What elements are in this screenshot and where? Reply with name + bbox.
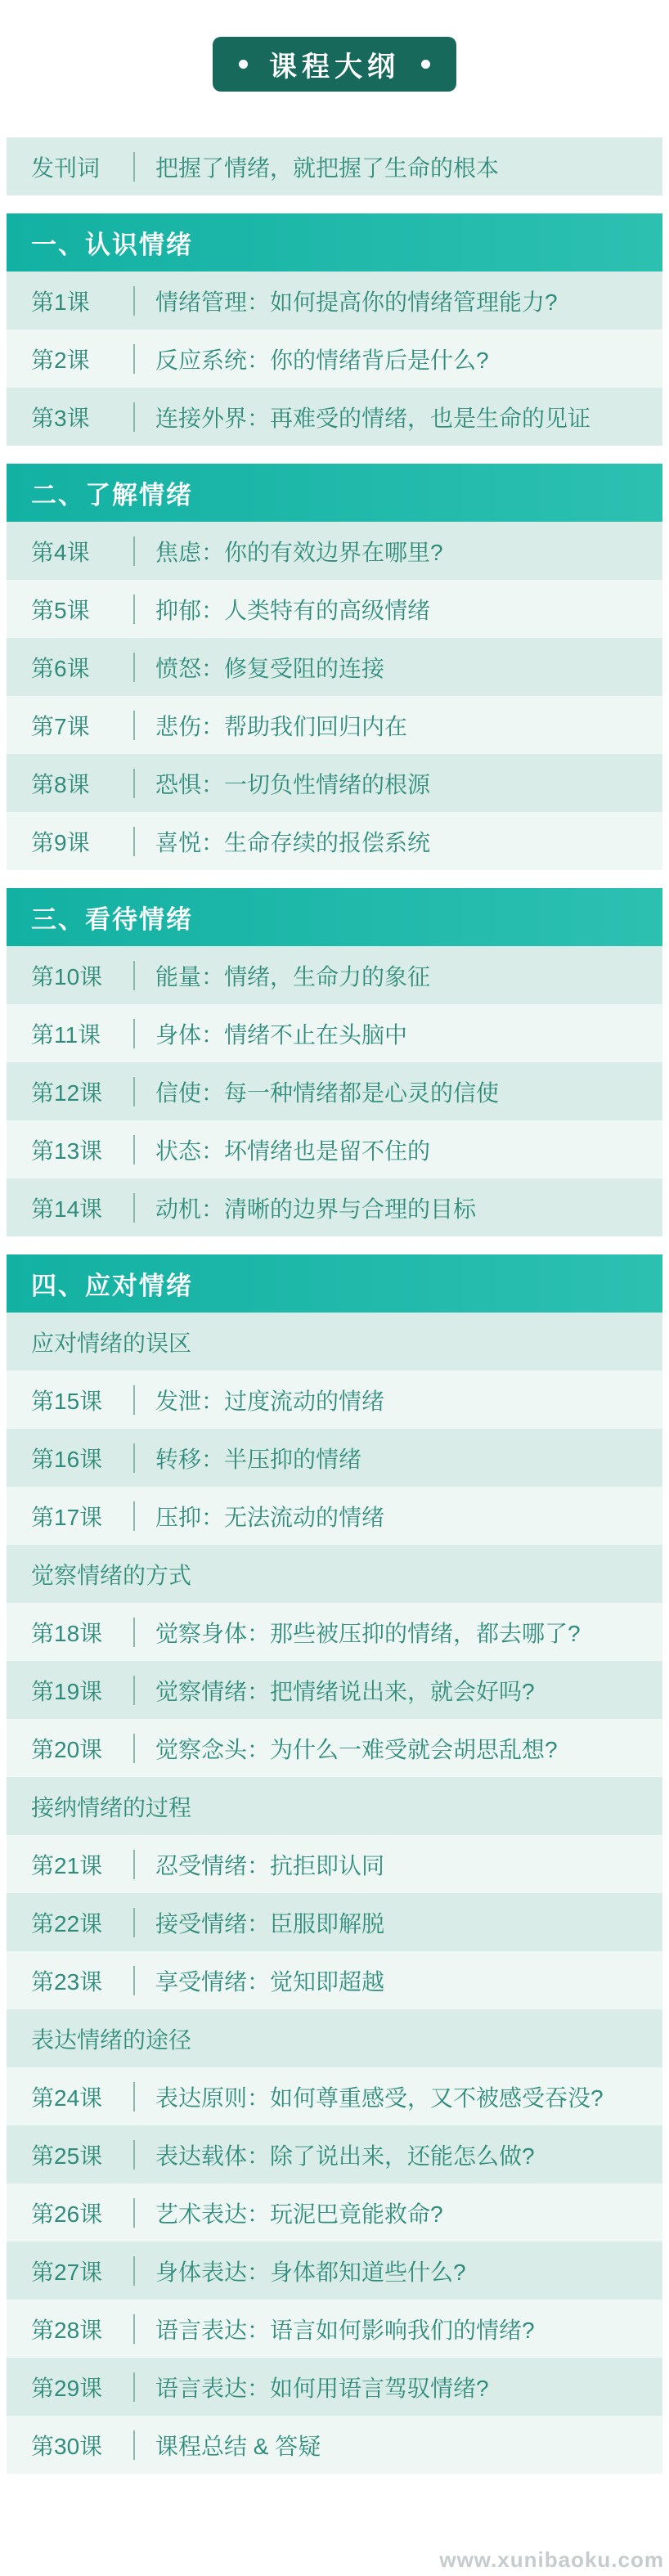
outline-title-badge	[213, 37, 456, 92]
lesson-number: 第22课	[31, 1910, 103, 1936]
section-title: 四、应对情绪	[31, 1272, 193, 1300]
lesson-title: 悲伤：帮助我们回归内在	[155, 713, 408, 739]
divider-line	[133, 2140, 135, 2170]
lesson-number: 第8课	[31, 771, 90, 797]
divider-line	[133, 595, 135, 624]
lesson-row	[7, 1661, 662, 1719]
lesson-title: 忍受情绪：抗拒即认同	[155, 1852, 385, 1878]
divider-line	[133, 536, 135, 566]
lesson-number: 第17课	[31, 1504, 103, 1530]
lesson-row	[7, 1371, 662, 1429]
divider-line	[133, 1077, 135, 1106]
lesson-title: 语言表达：如何用语言驾驭情绪?	[155, 2375, 489, 2401]
lesson-title: 语言表达：语言如何影响我们的情绪?	[155, 2317, 535, 2343]
lesson-title: 表达原则：如何尊重感受，又不被感受吞没?	[155, 2085, 604, 2111]
lesson-number: 第19课	[31, 1678, 103, 1704]
lesson-row	[7, 2125, 662, 2183]
lesson-title: 信使：每一种情绪都是心灵的信使	[155, 1079, 500, 1106]
lesson-number: 第21课	[31, 1852, 103, 1878]
divider-line	[133, 344, 135, 374]
lesson-row	[7, 1487, 662, 1545]
divider-line	[133, 2198, 135, 2228]
lesson-number: 第30课	[31, 2433, 103, 2459]
lesson-title: 状态：坏情绪也是留不住的	[155, 1138, 431, 1164]
lesson-number: 第6课	[31, 655, 90, 681]
lesson-title: 恐惧：一切负性情绪的根源	[155, 771, 431, 797]
divider-line	[133, 402, 135, 432]
lesson-row	[7, 1951, 662, 2009]
lesson-title: 接受情绪：臣服即解脱	[155, 1910, 385, 1936]
section-header	[7, 464, 662, 522]
lesson-title: 表达载体：除了说出来，还能怎么做?	[155, 2143, 535, 2169]
lesson-number: 第2课	[31, 347, 90, 373]
lesson-number: 第9课	[31, 829, 90, 855]
divider-line	[133, 827, 135, 856]
lesson-row	[7, 1120, 662, 1178]
divider-line	[133, 1676, 135, 1705]
lesson-number: 第25课	[31, 2143, 103, 2169]
lesson-number: 第26课	[31, 2201, 103, 2227]
lesson-number: 第24课	[31, 2085, 103, 2111]
subsection-title: 应对情绪的误区	[31, 1330, 192, 1356]
lesson-number: 第12课	[31, 1079, 103, 1106]
watermark: www.xunibaoku.com	[439, 2547, 664, 2572]
lesson-row	[7, 272, 662, 330]
lesson-number: 第18课	[31, 1620, 103, 1646]
lesson-row	[7, 1603, 662, 1661]
lesson-title: 动机：清晰的边界与合理的目标	[155, 1196, 477, 1222]
lesson-number: 第16课	[31, 1446, 103, 1472]
divider-line	[133, 286, 135, 316]
lesson-title: 把握了情绪，就把握了生命的根本	[155, 155, 500, 181]
subsection-header	[7, 1777, 662, 1835]
divider-line	[133, 2314, 135, 2344]
divider-line	[133, 1019, 135, 1048]
lesson-row	[7, 2242, 662, 2300]
lesson-number: 第10课	[31, 963, 103, 990]
lesson-title: 身体表达：身体都知道些什么?	[155, 2259, 466, 2285]
lesson-number: 发刊词	[31, 155, 101, 181]
lesson-row	[7, 2358, 662, 2416]
lesson-title: 连接外界：再难受的情绪，也是生命的见证	[155, 405, 591, 431]
subsection-title: 接纳情绪的过程	[31, 1794, 192, 1820]
lesson-number: 第28课	[31, 2317, 103, 2343]
divider-line	[133, 1443, 135, 1473]
divider-line	[133, 2082, 135, 2112]
divider-line	[133, 1734, 135, 1763]
lesson-number: 第5课	[31, 597, 90, 623]
lesson-number: 第29课	[31, 2375, 103, 2401]
subsection-header	[7, 1545, 662, 1603]
section-title: 一、认识情绪	[31, 231, 193, 259]
lesson-number: 第27课	[31, 2259, 103, 2285]
lesson-title: 能量：情绪，生命力的象征	[155, 963, 431, 990]
lesson-title: 发泄：过度流动的情绪	[155, 1388, 385, 1414]
lesson-row	[7, 946, 662, 1004]
lesson-number: 第1课	[31, 289, 90, 315]
divider-line	[133, 1618, 135, 1647]
divider-line	[133, 961, 135, 990]
lesson-row	[7, 2300, 662, 2358]
lesson-row	[7, 580, 662, 638]
badge-right-dot-icon	[421, 60, 430, 69]
divider-line	[133, 2372, 135, 2402]
lesson-row	[7, 2183, 662, 2242]
lesson-number: 第15课	[31, 1388, 103, 1414]
divider-line	[133, 2430, 135, 2460]
divider-line	[133, 152, 135, 182]
lesson-row	[7, 2416, 662, 2474]
lesson-row	[7, 330, 662, 388]
lesson-row	[7, 137, 662, 195]
divider-line	[133, 1966, 135, 1995]
lesson-title: 课程总结 & 答疑	[155, 2433, 321, 2459]
lesson-row	[7, 812, 662, 870]
section-header	[7, 888, 662, 946]
divider-line	[133, 1908, 135, 1937]
subsection-header	[7, 1313, 662, 1371]
lesson-title: 身体：情绪不止在头脑中	[155, 1021, 408, 1048]
lesson-title: 愤怒：修复受阻的连接	[155, 655, 385, 681]
lesson-title: 反应系统：你的情绪背后是什么?	[155, 347, 489, 373]
lesson-row	[7, 1719, 662, 1777]
divider-line	[133, 653, 135, 682]
lesson-row	[7, 638, 662, 696]
lesson-row	[7, 1178, 662, 1236]
section-title: 三、看待情绪	[31, 905, 193, 934]
lesson-number: 第11课	[31, 1021, 101, 1048]
lesson-number: 第13课	[31, 1138, 103, 1164]
lesson-number: 第14课	[31, 1196, 103, 1222]
lesson-number: 第20课	[31, 1736, 103, 1762]
section-header	[7, 213, 662, 272]
badge-left-dot-icon	[239, 60, 248, 69]
lesson-row	[7, 754, 662, 812]
lesson-row	[7, 1429, 662, 1487]
lesson-title: 转移：半压抑的情绪	[155, 1446, 362, 1472]
lesson-title: 觉察身体：那些被压抑的情绪，都去哪了?	[155, 1620, 581, 1646]
lesson-title: 觉察念头：为什么一难受就会胡思乱想?	[155, 1736, 558, 1762]
lesson-title: 觉察情绪：把情绪说出来，就会好吗?	[155, 1678, 535, 1704]
lesson-row	[7, 1004, 662, 1062]
lesson-number: 第7课	[31, 713, 90, 739]
lesson-row	[7, 388, 662, 446]
divider-line	[133, 1385, 135, 1415]
lesson-number: 第4课	[31, 539, 90, 565]
lesson-title: 压抑：无法流动的情绪	[155, 1504, 385, 1530]
subsection-header	[7, 2009, 662, 2067]
divider-line	[133, 2256, 135, 2286]
divider-line	[133, 1135, 135, 1165]
page-title: 课程大纲	[269, 52, 400, 83]
lesson-title: 情绪管理：如何提高你的情绪管理能力?	[155, 289, 558, 315]
lesson-row	[7, 1062, 662, 1120]
lesson-number: 第3课	[31, 405, 90, 431]
divider-line	[133, 1501, 135, 1531]
lesson-title: 喜悦：生命存续的报偿系统	[155, 829, 431, 855]
lesson-row	[7, 1893, 662, 1951]
lesson-number: 第23课	[31, 1968, 103, 1995]
subsection-title: 表达情绪的途径	[31, 2026, 192, 2053]
subsection-title: 觉察情绪的方式	[31, 1562, 192, 1588]
lesson-row	[7, 1835, 662, 1893]
lesson-title: 焦虑：你的有效边界在哪里?	[155, 539, 443, 565]
lesson-title: 抑郁：人类特有的高级情绪	[155, 597, 431, 623]
divider-line	[133, 1850, 135, 1879]
course-outline-list	[7, 137, 662, 2474]
section-title: 二、了解情绪	[31, 481, 193, 509]
lesson-row	[7, 696, 662, 754]
divider-line	[133, 769, 135, 798]
lesson-title: 享受情绪：觉知即超越	[155, 1968, 385, 1995]
section-header	[7, 1254, 662, 1313]
lesson-row	[7, 2067, 662, 2125]
divider-line	[133, 1193, 135, 1223]
lesson-title: 艺术表达：玩泥巴竟能救命?	[155, 2201, 443, 2227]
divider-line	[133, 711, 135, 740]
lesson-row	[7, 522, 662, 580]
